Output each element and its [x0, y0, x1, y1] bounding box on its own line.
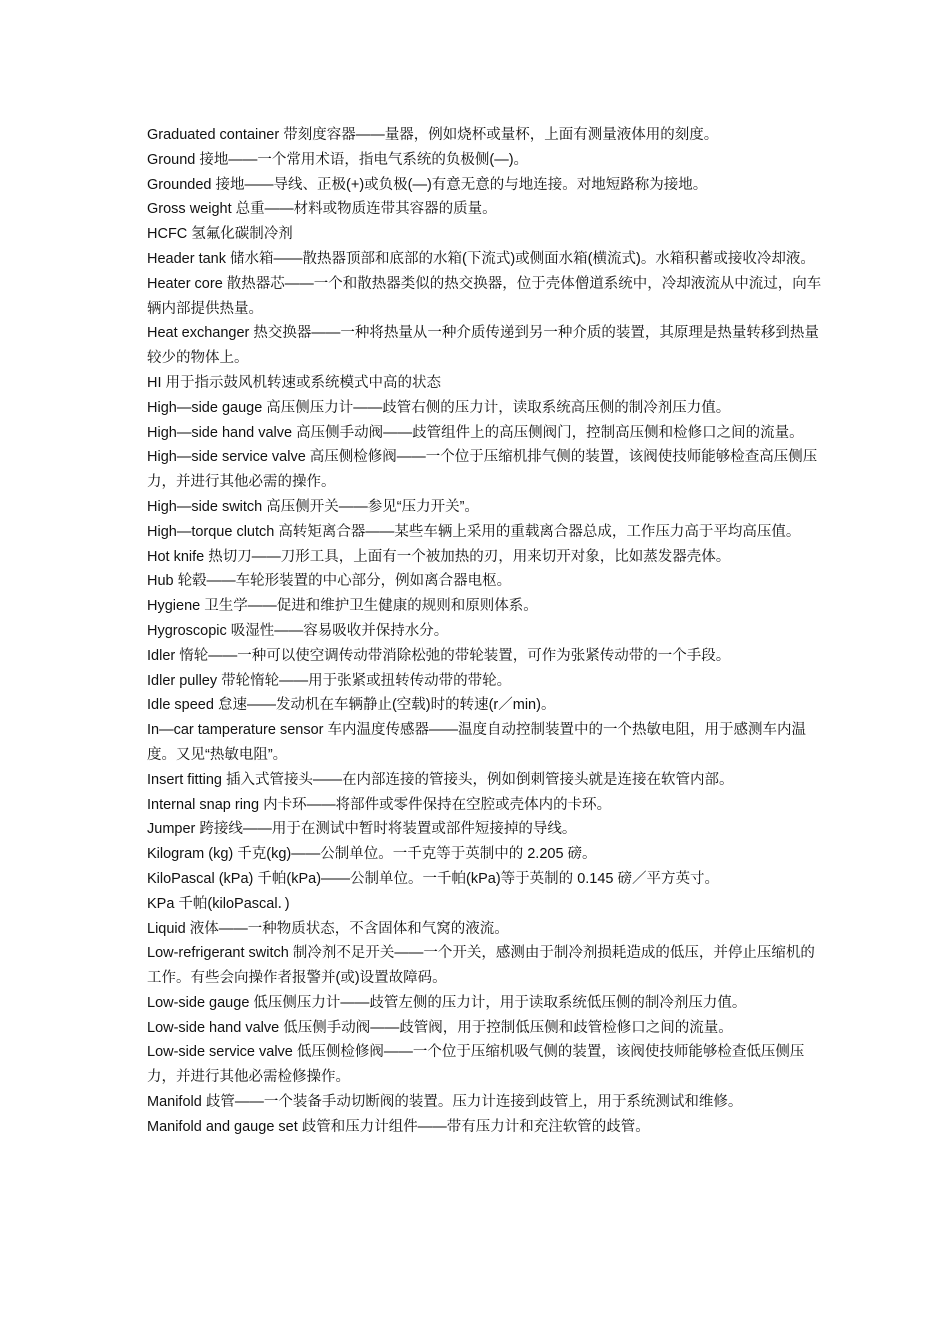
glossary-entry: Graduated container 带刻度容器——量器，例如烧杯或量杯，上面有测量液体用的刻度。 [147, 127, 719, 143]
glossary-entry: Low-side service valve 低压侧检修阀——一个位于压缩机吸气侧的装置，该阀使技师能够检查低压侧压力，并进行其他必需检修操作。 [147, 1044, 805, 1086]
glossary-entry: Hygiene 卫生学——促进和维护卫生健康的规则和原则体系。 [147, 598, 538, 615]
glossary-entry: HI 用于指示鼓风机转速或系统模式中高的状态 [147, 374, 442, 391]
glossary-entry: Grounded 接地——导线、正极(+)或负极(—)有意无意的与地连接。对地短路称为接地。 [147, 176, 708, 193]
glossary-entry: High—side service valve 高压侧检修阀——一个位于压缩机排气侧的装置，该阀使技师能够检查高压侧压力，并进行其他必需的操作。 [147, 449, 818, 491]
glossary-entry: Manifold and gauge set 歧管和压力计组件——带有压力计和充注软管的歧管。 [147, 1118, 650, 1135]
glossary-entry: Idle speed 怠速——发动机在车辆静止(空载)时的转速(r／min)。 [147, 697, 556, 714]
glossary-entry: Idler pulley 带轮惰轮——用于张紧或扭转传动带的带轮。 [147, 672, 512, 689]
glossary-entry: Low-refrigerant switch 制冷剂不足开关——一个开关，感测由于制冷剂损耗造成的低压，并停止压缩机的工作。有些会向操作者报警并(或)设置故障码。 [147, 945, 815, 987]
glossary-entry: Manifold 歧管——一个装备手动切断阀的装置。压力计连接到歧管上，用于系统测试和维修。 [147, 1094, 743, 1111]
glossary-entry: Gross weight 总重——材料或物质连带其容器的质量。 [147, 201, 497, 218]
glossary-entry: HCFC 氢氟化碳制冷剂 [147, 226, 293, 243]
glossary-entry: Heat exchanger 热交换器——一种将热量从一种介质传递到另一种介质的装置，其原理是热量转移到热量较少的物体上。 [147, 325, 819, 367]
glossary-entry: KiloPascal (kPa) 千帕(kPa)——公制单位。一千帕(kPa)等于英制的 0.145 磅／平方英寸。 [147, 870, 720, 887]
glossary-entry: In—car tamperature sensor 车内温度传感器——温度自动控制装置中的一个热敏电阻，用于感测车内温度。又见“热敏电阻”。 [147, 722, 807, 763]
glossary-entry: High—side hand valve 高压侧手动阀——歧管组件上的高压侧阀门，控制高压侧和检修口之间的流量。 [147, 424, 804, 441]
glossary-entry: Internal snap ring 内卡环——将部件或零件保持在空腔或壳体内的卡环。 [147, 796, 612, 813]
glossary-entry: Heater core 散热器芯——一个和散热器类似的热交换器，位于壳体僧道系统中，冷却液流从中流过，向车辆内部提供热量。 [147, 275, 822, 317]
glossary-page [147, 123, 822, 1140]
glossary-entry: Insert fitting 插入式管接头——在内部连接的管接头，例如倒刺管接头就是连接在软管内部。 [147, 771, 734, 788]
glossary-entry: Kilogram (kg) 千克(kg)——公制单位。一千克等于英制中的 2.205 磅。 [147, 846, 597, 863]
glossary-entry: Liquid 液体——一种物质状态，不含固体和气窝的液流。 [147, 920, 509, 937]
glossary-entry: Header tank 储水箱——散热器顶部和底部的水箱(下流式)或侧面水箱(横流式)。水箱积蓄或接收冷却液。 [147, 250, 815, 267]
glossary-entry: High—side switch 高压侧开关——参见“压力开关”。 [147, 498, 479, 515]
glossary-entry: Hygroscopic 吸湿性——容易吸收并保持水分。 [147, 622, 449, 639]
glossary-entry: Low-side gauge 低压侧压力计——歧管左侧的压力计，用于读取系统低压侧的制冷剂压力值。 [147, 994, 747, 1011]
glossary-entry: Low-side hand valve 低压侧手动阀——歧管阀，用于控制低压侧和歧管检修口之间的流量。 [147, 1019, 733, 1036]
glossary-entry: Hot knife 热切刀——刀形工具，上面有一个被加热的刃，用来切开对象，比如蒸发器壳体。 [147, 548, 731, 565]
glossary-entry: Ground 接地——一个常用术语，指电气系统的负极侧(—)。 [147, 151, 529, 168]
glossary-entry: Jumper 跨接线——用于在测试中暂时将装置或部件短接掉的导线。 [147, 821, 577, 838]
glossary-entry: High—torque clutch 高转矩离合器——某些车辆上采用的重载离合器总成，工作压力高于平均高压值。 [147, 523, 801, 540]
glossary-entry: KPa 千帕(kiloPascal．) [147, 895, 290, 912]
glossary-entry: Hub 轮毂——车轮形装置的中心部分，例如离合器电枢。 [147, 573, 512, 590]
glossary-entry: Idler 惰轮——一种可以使空调传动带消除松弛的带轮装置，可作为张紧传动带的一个手段。 [147, 647, 731, 664]
glossary-entry: High—side gauge 高压侧压力计——歧管右侧的压力计，读取系统高压侧的制冷剂压力值。 [147, 399, 731, 416]
